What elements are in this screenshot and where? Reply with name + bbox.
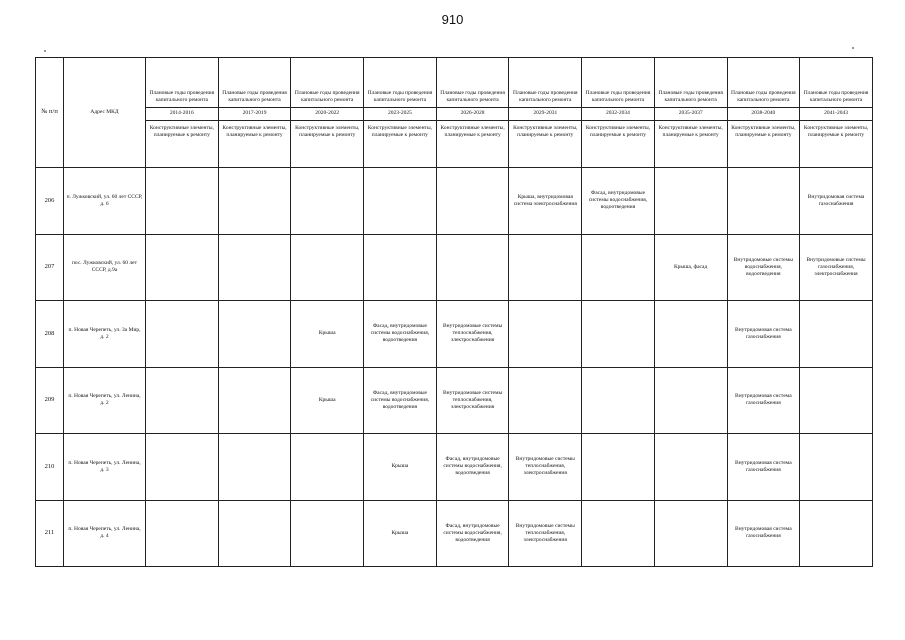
repair-cell [291,168,364,235]
header-plan-label: Плановые годы проведения капитального ремонта [218,58,291,108]
repair-cell [218,168,291,235]
repair-cell [800,301,873,368]
repair-cell [291,500,364,567]
header-row-years [36,108,873,121]
repair-cell [509,301,582,368]
repair-cell: Крыша [291,301,364,368]
repair-cell [218,500,291,567]
header-plan-label: Плановые годы проведения капитального ремонта [146,58,219,108]
table-row [36,500,873,567]
row-address: п. Новая Черепеть, ул. Ленина, д. 4 [64,500,146,567]
row-number: 209 [36,367,64,434]
header-period: 2041-2043 [800,108,873,121]
table-row [36,301,873,368]
repair-cell [218,434,291,501]
scan-speck [852,47,854,49]
header-address: Адрес МКД [64,58,146,168]
repair-cell [146,168,219,235]
repair-cell [582,367,655,434]
repair-cell [800,500,873,567]
header-elements-label: Конструктивные элементы, планируемые к ремонту [436,121,509,168]
repair-cell: Внутридомовая система газоснабжения [800,168,873,235]
repair-cell [654,367,727,434]
header-plan-label: Плановые годы проведения капитального ремонта [582,58,655,108]
repair-cell [146,234,219,301]
repair-cell: Внутридомовые системы теплоснабжения, электроснабжения [436,301,509,368]
header-plan-label: Плановые годы проведения капитального ремонта [800,58,873,108]
repair-cell [218,301,291,368]
header-plan-label: Плановые годы проведения капитального ремонта [364,58,437,108]
repair-cell [654,500,727,567]
repair-cell [800,367,873,434]
row-address: пос. Лужковский, ул. 60 лет СССР, д.9а [64,234,146,301]
row-address: п. Новая Черепеть, ул. За Мир, д. 2 [64,301,146,368]
header-elements-label: Конструктивные элементы, планируемые к ремонту [727,121,800,168]
header-elements-label: Конструктивные элементы, планируемые к ремонту [800,121,873,168]
repair-cell [146,301,219,368]
repair-cell [654,434,727,501]
header-plan-label: Плановые годы проведения капитального ремонта [509,58,582,108]
repair-cell: Внутридомовая система газоснабжения [727,301,800,368]
table-row [36,434,873,501]
repair-cell: Внутридомовые системы водоснабжения, водоотведения [727,234,800,301]
repair-cell: Фасад, внутридомовые системы водоснабжения, водоотведения [436,434,509,501]
repair-cell: Внутридомовая система газоснабжения [727,434,800,501]
row-address: п. Новая Черепеть, ул. Ленина, д. 2 [64,367,146,434]
row-number: 208 [36,301,64,368]
table-body [36,168,873,567]
repair-cell [364,168,437,235]
table-row [36,367,873,434]
repair-cell: Фасад, внутридомовые системы водоснабжения, водоотведения [582,168,655,235]
header-elements-label: Конструктивные элементы, планируемые к ремонту [654,121,727,168]
header-elements-label: Конструктивные элементы, планируемые к ремонту [146,121,219,168]
repair-cell [509,234,582,301]
repair-cell: Фасад, внутридомовые системы водоснабжения, водоотведения [436,500,509,567]
repair-cell: Внутридомовые системы газоснабжения, электроснабжения [800,234,873,301]
header-period: 2026-2028 [436,108,509,121]
header-plan-label: Плановые годы проведения капитального ремонта [727,58,800,108]
repair-cell: Внутридомовая система газоснабжения [727,367,800,434]
header-period: 2035-2037 [654,108,727,121]
repair-cell: Крыша [364,434,437,501]
repair-cell: Крыша [291,367,364,434]
header-period: 2023-2025 [364,108,437,121]
header-plan-label: Плановые годы проведения капитального ремонта [654,58,727,108]
repair-cell [582,500,655,567]
header-elements-label: Конструктивные элементы, планируемые к ремонту [364,121,437,168]
repair-cell [582,434,655,501]
repair-cell: Фасад, внутридомовые системы водоснабжения, водоотведения [364,367,437,434]
repair-cell [436,168,509,235]
repair-cell [800,434,873,501]
repair-cell [582,234,655,301]
header-num: № п/п [36,58,64,168]
header-elements-label: Конструктивные элементы, планируемые к ремонту [291,121,364,168]
header-plan-label: Плановые годы проведения капитального ремонта [291,58,364,108]
repair-cell [509,367,582,434]
row-address: п. Лужковский, ул. 60 лет СССР, д. 6 [64,168,146,235]
table-row [36,234,873,301]
row-number: 211 [36,500,64,567]
header-period: 2032-2034 [582,108,655,121]
header-plan-label: Плановые годы проведения капитального ремонта [436,58,509,108]
repair-cell [291,234,364,301]
repair-cell [654,168,727,235]
repair-cell [654,301,727,368]
row-number: 210 [36,434,64,501]
header-row-plan [36,58,873,108]
header-elements-label: Конструктивные элементы, планируемые к ремонту [509,121,582,168]
repair-cell [436,234,509,301]
row-address: п. Новая Черепеть, ул. Ленина, д. 3 [64,434,146,501]
repair-cell [146,367,219,434]
repair-cell [146,434,219,501]
header-period: 2017-2019 [218,108,291,121]
header-elements-label: Конструктивные элементы, планируемые к ремонту [582,121,655,168]
repair-cell: Внутридомовая система газоснабжения [727,500,800,567]
row-number: 206 [36,168,64,235]
repair-cell [218,234,291,301]
scan-speck [44,50,46,52]
capital-repair-table [35,57,873,567]
header-period: 2014-2016 [146,108,219,121]
header-period: 2038-2040 [727,108,800,121]
row-number: 207 [36,234,64,301]
header-period: 2020-2022 [291,108,364,121]
table-row [36,168,873,235]
repair-cell: Фасад, внутридомовые системы водоснабжения, водоотведения [364,301,437,368]
repair-cell [218,367,291,434]
repair-cell: Крыша [364,500,437,567]
repair-cell [727,168,800,235]
repair-cell [291,434,364,501]
repair-cell: Крыша, фасад [654,234,727,301]
repair-cell [364,234,437,301]
repair-cell: Крыша, внутридомовая система электроснабжения [509,168,582,235]
table-header [36,58,873,168]
repair-cell [146,500,219,567]
header-period: 2029-2031 [509,108,582,121]
page-number: 910 [441,12,464,27]
header-row-elements [36,121,873,168]
repair-cell: Внутридомовые системы теплоснабжения, электроснабжения [436,367,509,434]
repair-cell: Внутридомовые системы теплоснабжения, электроснабжения [509,500,582,567]
header-elements-label: Конструктивные элементы, планируемые к ремонту [218,121,291,168]
repair-cell: Внутридомовые системы теплоснабжения, электроснабжения [509,434,582,501]
repair-cell [582,301,655,368]
